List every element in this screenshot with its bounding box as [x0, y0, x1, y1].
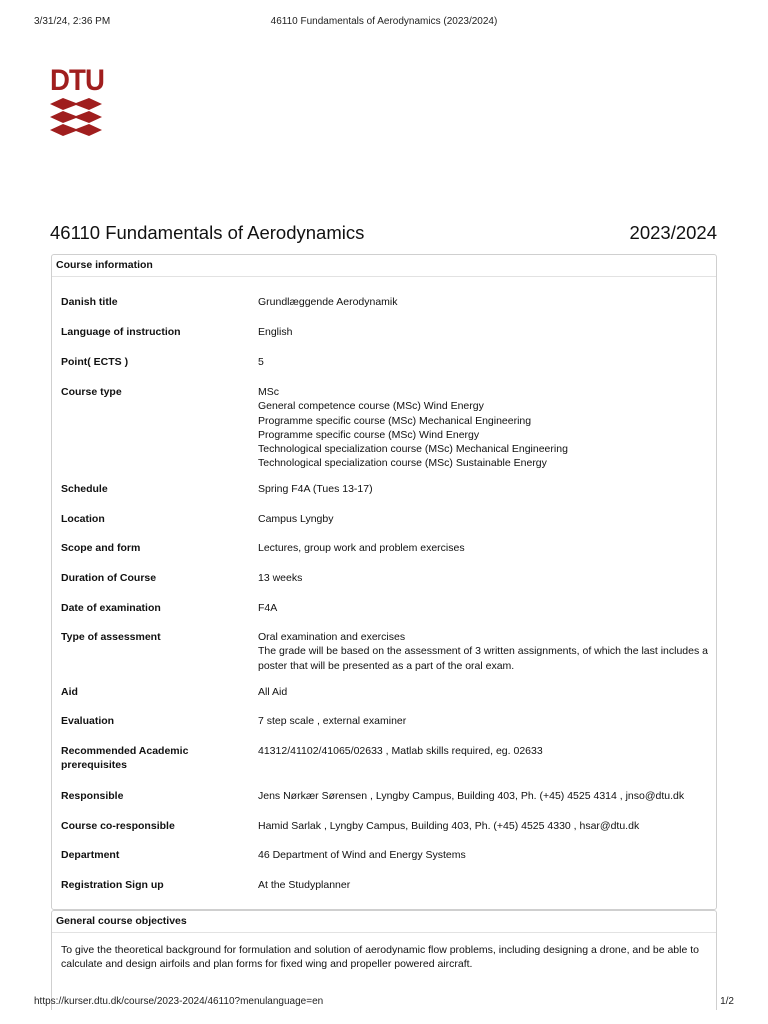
print-document-title: 46110 Fundamentals of Aerodynamics (2023/2024)	[270, 16, 498, 27]
course-information-section	[51, 254, 717, 910]
general-objectives-section	[51, 910, 717, 1010]
general-objectives-heading: General course objectives	[52, 911, 716, 933]
logo-text: DTU	[50, 64, 104, 97]
info-row-value	[258, 819, 714, 833]
info-row-value-line: Programme specific course (MSc) Mechanical Engineering	[258, 414, 532, 427]
info-row-value-line: Grundlæggende Aerodynamik	[258, 296, 398, 308]
course-information-heading: Course information	[52, 255, 716, 277]
info-row-label: Course type	[61, 386, 122, 398]
course-year: 2023/2024	[629, 222, 717, 243]
info-row-label: Responsible	[61, 790, 124, 802]
info-row-label: Recommended Academic prerequisites	[61, 745, 189, 772]
page-url: https://kurser.dtu.dk/course/2023-2024/46110?menulanguage=en	[34, 996, 324, 1007]
info-row-value-line: General competence course (MSc) Wind Energy	[258, 400, 484, 413]
dtu-logo	[50, 66, 104, 136]
info-row-label: Location	[61, 513, 105, 525]
info-row-label: Evaluation	[61, 715, 115, 727]
page-number: 1/2	[720, 996, 734, 1007]
info-row-value	[258, 482, 714, 496]
info-row-value-line: English	[258, 326, 293, 338]
course-heading	[50, 222, 717, 248]
info-row-value-line: 46 Department of Wind and Energy Systems	[258, 849, 466, 861]
course-title: 46110 Fundamentals of Aerodynamics	[50, 222, 365, 243]
info-row-label: Point( ECTS )	[61, 356, 129, 368]
info-row-label: Date of examination	[61, 602, 161, 614]
print-datetime: 3/31/24, 2:36 PM	[34, 16, 111, 27]
info-row-value-line: 7 step scale , external examiner	[258, 715, 407, 727]
info-row-value-line: poster that will be presented as a part of the oral exam.	[258, 659, 515, 672]
info-row-value	[258, 512, 714, 526]
info-row-value	[258, 714, 714, 728]
info-row-label: Duration of Course	[61, 572, 157, 584]
info-row-value	[258, 325, 714, 339]
info-row-value	[258, 601, 714, 615]
info-row-value-line: Jens Nørkær Sørensen , Lyngby Campus, Building 403, Ph. (+45) 4525 4314 , jnso@dtu.dk	[258, 790, 685, 802]
info-row-value-line: Spring F4A (Tues 13-17)	[258, 483, 373, 495]
info-row-value-line: Oral examination and exercises	[258, 631, 406, 643]
info-row-value	[258, 630, 714, 673]
info-row-value-line: Hamid Sarlak , Lyngby Campus, Building 403, Ph. (+45) 4525 4330 , hsar@dtu.dk	[258, 820, 640, 832]
info-row-label: Aid	[61, 686, 78, 698]
info-row-value	[258, 295, 714, 309]
info-row-label: Language of instruction	[61, 326, 181, 338]
info-row-value-line: 41312/41102/41065/02633 , Matlab skills required, eg. 02633	[258, 745, 543, 757]
info-row-value	[258, 878, 714, 892]
dtu-logo-icon	[50, 98, 102, 136]
general-objectives-text: To give the theoretical background for formulation and solution of aerodynamic flow problems, including designing a drone, and be able to calculate and design airfoils and plan forms for fixed wing and propeller powered aircraft.	[61, 944, 699, 971]
print-header	[34, 16, 734, 30]
info-row-value-line: Lectures, group work and problem exercises	[258, 542, 465, 554]
info-row-label: Schedule	[61, 483, 108, 495]
info-row-value-line: Campus Lyngby	[258, 513, 334, 525]
info-row-value	[258, 355, 714, 369]
info-row-value-line: Technological specialization course (MSc) Mechanical Engineering	[258, 443, 568, 456]
info-row-value-line: 13 weeks	[258, 572, 303, 584]
info-row-value-line: All Aid	[258, 686, 288, 698]
info-row-value-line: Technological specialization course (MSc) Sustainable Energy	[258, 457, 547, 470]
info-row-value	[258, 744, 714, 758]
info-row-label: Registration Sign up	[61, 879, 164, 891]
print-footer	[34, 996, 734, 1010]
info-row-value	[258, 848, 714, 862]
info-row-value-line: F4A	[258, 602, 278, 614]
info-row-value	[258, 685, 714, 699]
info-row-value	[258, 571, 714, 585]
info-row-label: Type of assessment	[61, 631, 161, 643]
info-row-value-line: The grade will be based on the assessment of 3 written assignments, of which the last includes a	[258, 645, 708, 658]
info-row-value	[258, 541, 714, 555]
info-row-label: Course co-responsible	[61, 820, 175, 832]
info-row-label: Scope and form	[61, 542, 141, 554]
info-row-value-line: Programme specific course (MSc) Wind Energy	[258, 428, 480, 441]
info-row-value-line: 5	[258, 356, 264, 368]
info-row-label: Danish title	[61, 296, 118, 308]
info-row-value	[258, 385, 714, 471]
info-row-value-line: At the Studyplanner	[258, 879, 351, 891]
info-row-value	[258, 789, 714, 803]
info-row-label: Department	[61, 849, 120, 861]
info-row-value-line: MSc	[258, 386, 279, 398]
